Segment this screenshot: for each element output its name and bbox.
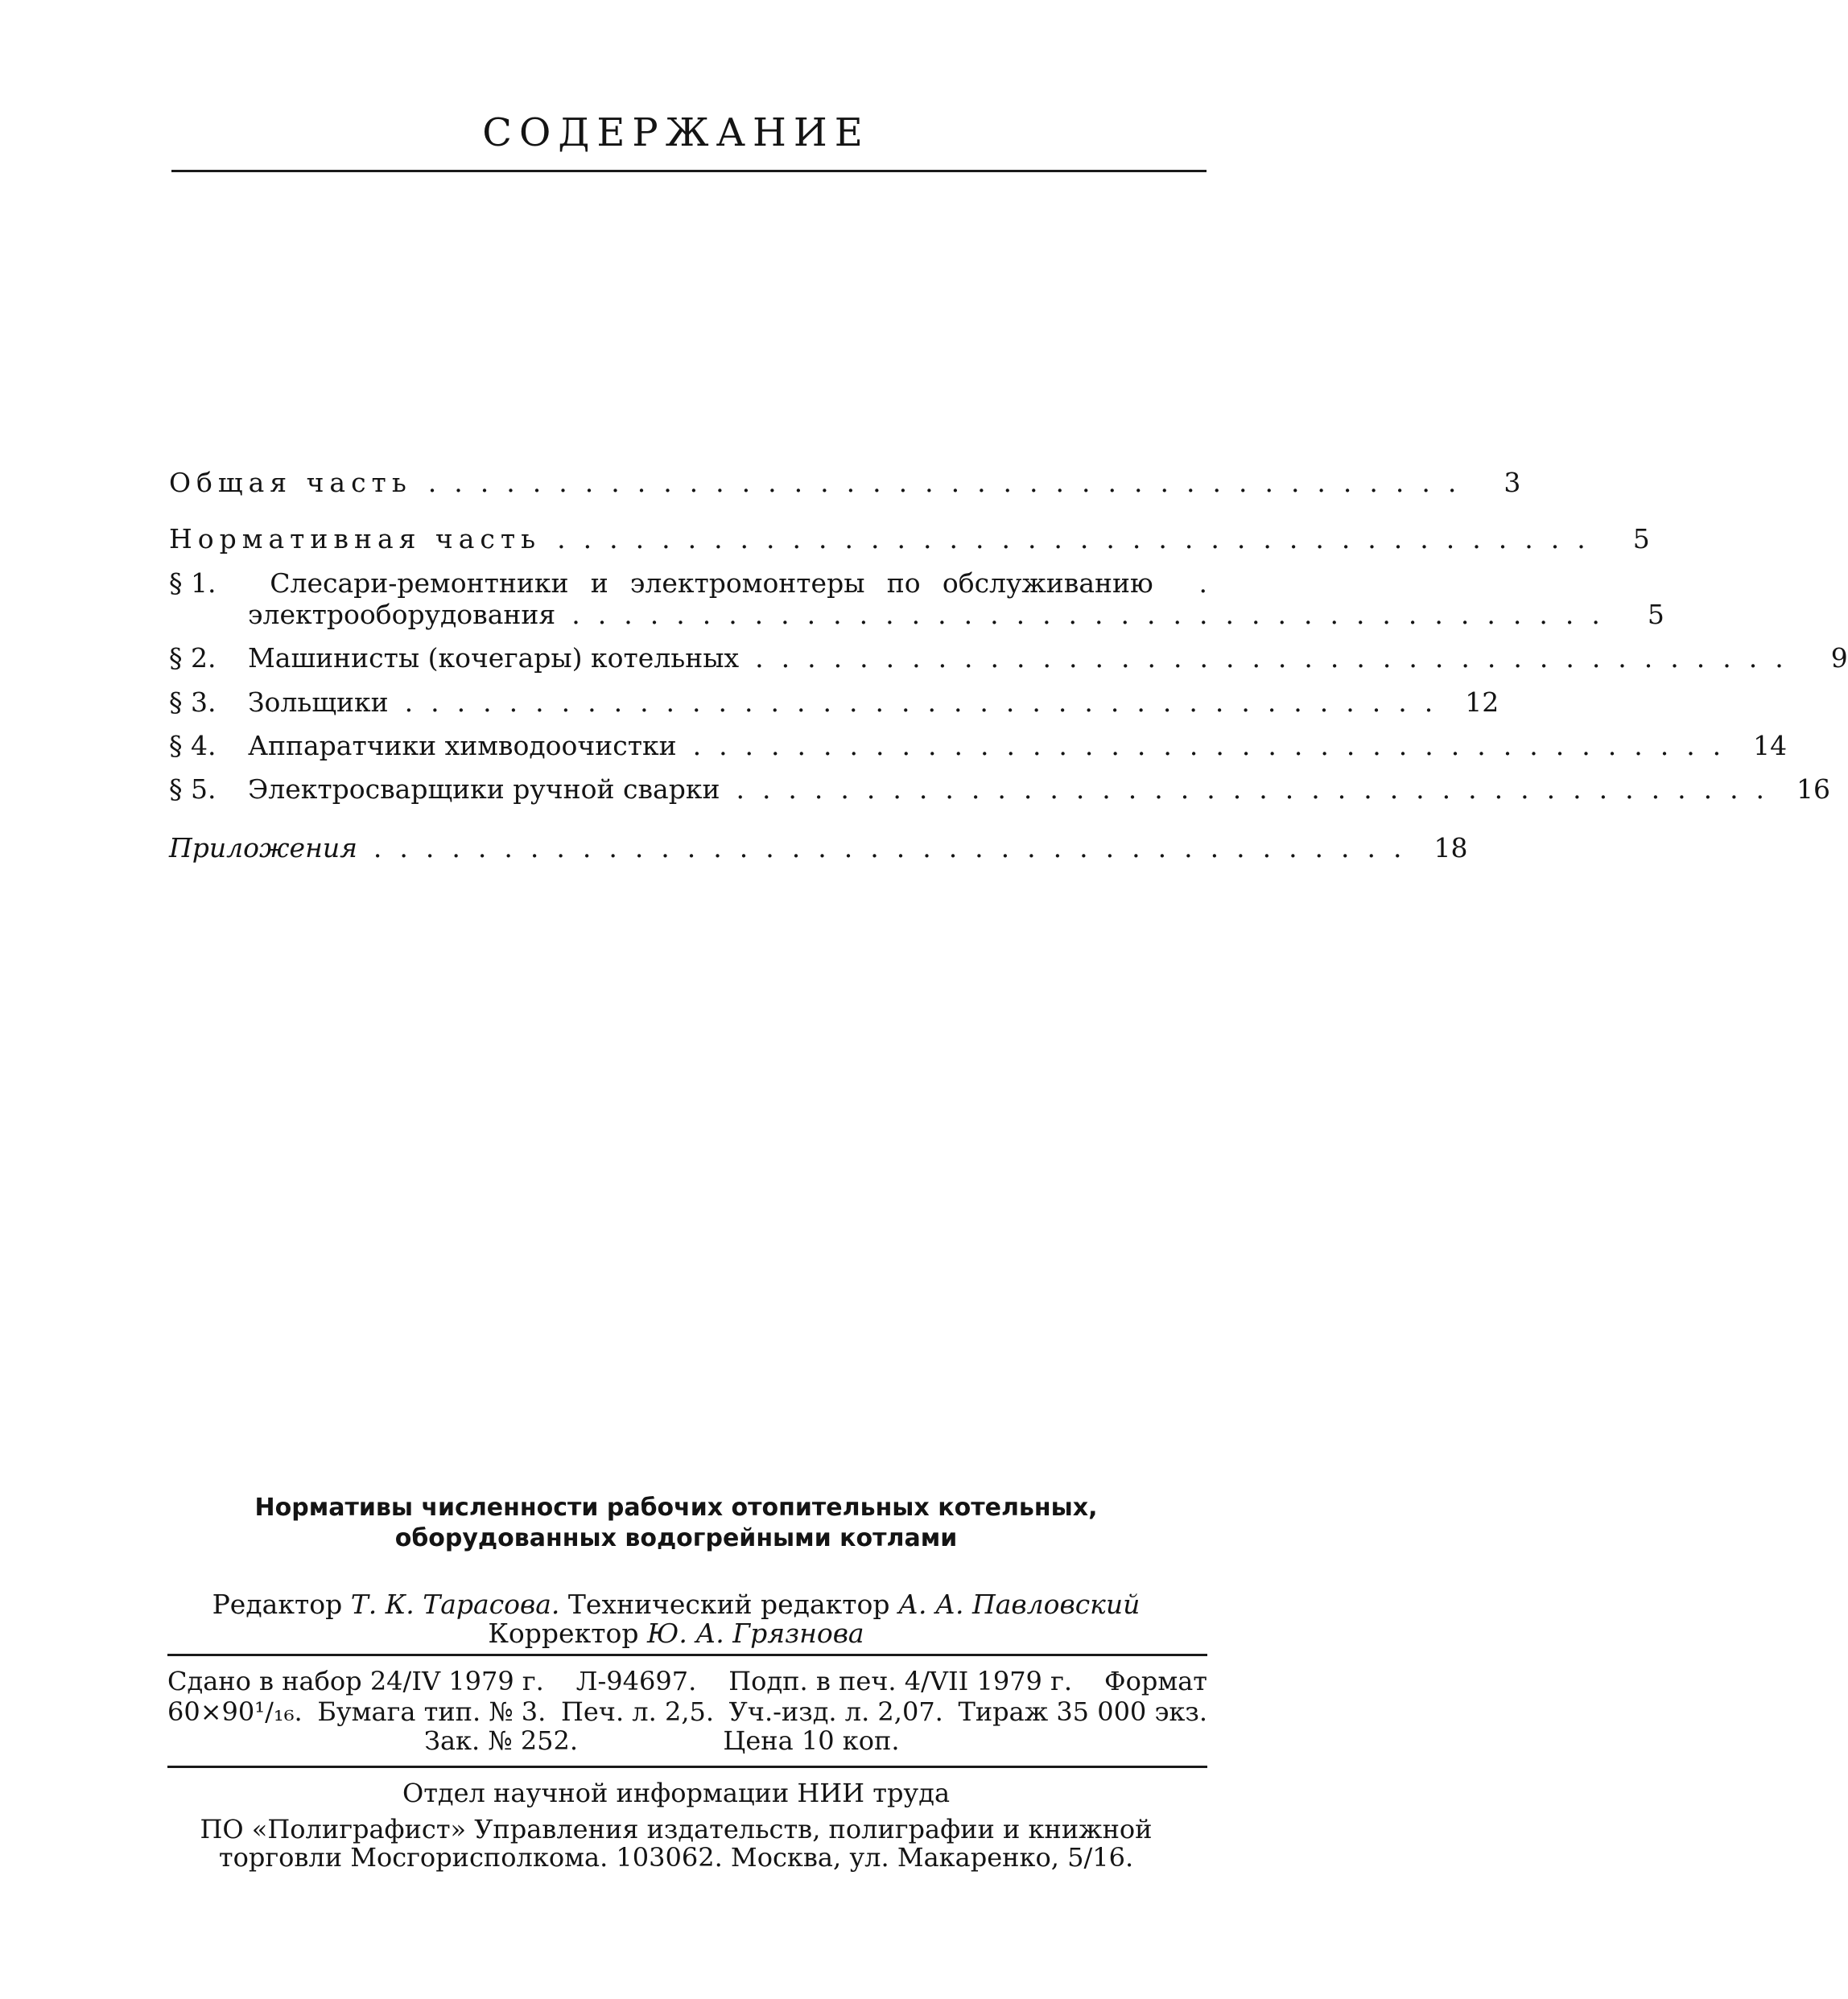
- toc-entry-s1-line1: [169, 566, 1207, 601]
- print-details-line-1: [167, 1666, 1207, 1696]
- page-title: СОДЕРЖАНИЕ: [482, 110, 870, 155]
- toc-entry-label: Аппаратчики химводоочистки: [248, 730, 677, 761]
- department: Отдел научной информации НИИ труда: [402, 1778, 951, 1808]
- imprint-divider: [167, 1654, 1207, 1656]
- stray-mark: .: [1198, 567, 1207, 599]
- corrector-name: Ю. А. Грязнова: [646, 1618, 864, 1649]
- print-detail: Л-94697.: [575, 1666, 697, 1696]
- print-detail: Уч.-изд. л. 2,07.: [728, 1696, 943, 1727]
- print-detail: Формат: [1104, 1666, 1207, 1696]
- publisher-line: торговли Мосгорисполкома. 103062. Москва, ул. Макаренко, 5/16.: [218, 1842, 1134, 1873]
- print-detail: Подп. в печ. 4/VII 1979 г.: [728, 1666, 1073, 1696]
- print-details-line-2: [167, 1696, 1207, 1727]
- toc-word: обслуживанию: [942, 567, 1153, 599]
- tech-editor-name: А. А. Павловский: [898, 1589, 1141, 1620]
- toc-entry-label: Общая часть: [169, 467, 412, 498]
- editors-line: [0, 1589, 1352, 1621]
- toc-page-number: 14: [1753, 730, 1788, 761]
- toc-entry-s4: [169, 728, 1788, 764]
- toc-section-number: § 1.: [169, 567, 217, 599]
- dot-leader: ........................................: [373, 832, 1420, 863]
- dot-leader: ........................................: [736, 773, 1783, 805]
- toc-word: и: [590, 567, 608, 599]
- toc-entry-s2: [169, 641, 1848, 676]
- toc-page-number: 5: [1647, 599, 1664, 630]
- corrector-label: Корректор: [488, 1618, 639, 1649]
- toc-section-number: § 3.: [169, 686, 217, 718]
- toc-page-number: 9: [1830, 642, 1848, 674]
- print-detail: Бумага тип. № 3.: [317, 1696, 547, 1727]
- dot-leader: ........................................: [427, 467, 1475, 498]
- toc-page-number: 12: [1465, 686, 1499, 718]
- toc-entry-label: электрооборудования: [248, 599, 556, 630]
- toc-word: по: [886, 567, 921, 599]
- dot-leader: ........................................: [557, 523, 1603, 554]
- toc-entry-general: [169, 465, 1521, 501]
- toc-entry-label: Зольщики: [248, 686, 389, 718]
- publisher-line: ПО «Полиграфист» Управления издательств, полиграфии и книжной: [200, 1814, 1153, 1844]
- toc-page-number: 18: [1433, 832, 1468, 863]
- toc-entry-s3: [169, 685, 1499, 720]
- toc-entry-label: Приложения: [169, 832, 357, 863]
- toc-section-number: § 4.: [169, 730, 217, 761]
- toc-page-number: 3: [1504, 467, 1521, 498]
- toc-entry-s5: [169, 772, 1831, 807]
- order-number: Зак. № 252.: [424, 1725, 579, 1756]
- toc-word: Слесари-ремонтники: [270, 567, 569, 599]
- imprint-title-line: оборудованных водогрейными котлами: [394, 1524, 958, 1552]
- price: Цена 10 коп.: [723, 1725, 900, 1756]
- editor-name: Т. К. Тарасова.: [350, 1589, 560, 1620]
- imprint-title-line: Нормативы численности рабочих отопительных котельных,: [254, 1494, 1098, 1522]
- toc-entry-s1-line2: [169, 597, 1664, 633]
- order-line: [424, 1725, 899, 1756]
- toc-entry-normative: [169, 521, 1650, 557]
- toc-entry-label: Электросварщики ручной сварки: [248, 773, 720, 805]
- corrector-line: [0, 1618, 1352, 1650]
- toc-section-number: § 5.: [169, 773, 217, 805]
- dot-leader: ........................................: [755, 642, 1801, 674]
- toc-entry-label: Машинисты (кочегары) котельных: [248, 642, 740, 674]
- dot-leader: ........................................: [571, 599, 1618, 630]
- title-divider: [171, 170, 1207, 172]
- toc-page-number: 16: [1796, 773, 1831, 805]
- toc-page-number: 5: [1632, 523, 1650, 554]
- toc-entry-label: Нормативная часть: [169, 523, 542, 554]
- dot-leader: ........................................: [404, 686, 1451, 718]
- print-detail: Сдано в набор 24/IV 1979 г.: [167, 1666, 544, 1696]
- tech-editor-label: Технический редактор: [567, 1589, 890, 1620]
- print-detail: 60×90¹/₁₆.: [167, 1696, 303, 1727]
- editor-label: Редактор: [212, 1589, 343, 1620]
- imprint-title: [0, 1493, 1352, 1554]
- dot-leader: ........................................: [692, 730, 1739, 761]
- imprint-divider: [167, 1766, 1207, 1768]
- toc-entry-appendix: [169, 831, 1468, 866]
- print-detail: Тираж 35 000 экз.: [958, 1696, 1207, 1727]
- print-detail: Печ. л. 2,5.: [560, 1696, 715, 1727]
- toc-section-number: § 2.: [169, 642, 217, 674]
- toc-word: электромонтеры: [629, 567, 865, 599]
